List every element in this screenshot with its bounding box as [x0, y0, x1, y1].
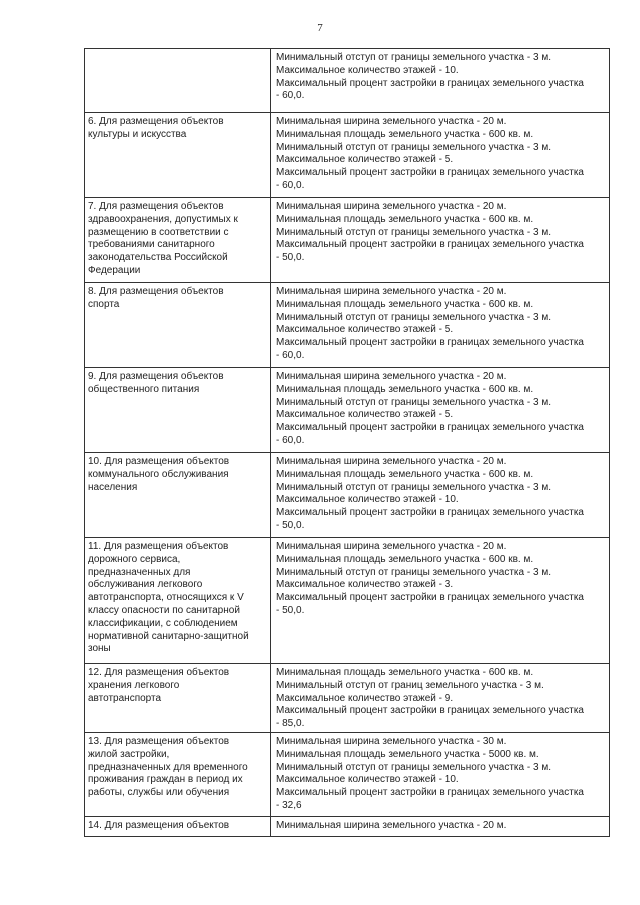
parameter-line: Минимальный отступ от границ земельного участка - 3 м. — [276, 679, 544, 691]
purpose-line: законодательства Российской — [88, 252, 228, 264]
purpose-line: предназначенных для — [88, 566, 191, 578]
parameter-line: Максимальный процент застройки в границах земельного участка — [276, 77, 584, 89]
purpose-cell — [85, 49, 271, 113]
purpose-line: жилой застройки, — [88, 748, 170, 760]
purpose-line: классу опасности по санитарной — [88, 604, 240, 616]
parameter-line: Максимальный процент застройки в границах земельного участка — [276, 337, 584, 349]
parameter-line: - 60,0. — [276, 179, 305, 191]
parameter-line: Максимальный процент застройки в границах земельного участка — [276, 592, 584, 604]
purpose-line: предназначенных для временного — [88, 761, 248, 773]
table-row — [85, 283, 610, 368]
parameter-line: Минимальная площадь земельного участка - 600 кв. м. — [276, 468, 534, 480]
parameter-line: Максимальное количество этажей - 5. — [276, 324, 454, 336]
purpose-line: 9. Для размещения объектов — [88, 371, 224, 382]
parameters-cell — [271, 49, 610, 113]
parameter-line: Максимальный процент застройки в границах земельного участка — [276, 507, 584, 519]
purpose-line: 12. Для размещения объектов — [88, 667, 230, 678]
parameter-line: Минимальная ширина земельного участка - 30 м. — [276, 736, 507, 747]
purpose-line: 14. Для размещения объектов — [88, 820, 230, 831]
parameter-line: - 50,0. — [276, 519, 305, 531]
purpose-cell — [85, 283, 271, 368]
parameter-line: Минимальная ширина земельного участка - 20 м. — [276, 541, 507, 552]
purpose-line: коммунального обслуживания — [88, 468, 229, 480]
purpose-line: классификации, с соблюдением — [88, 617, 238, 629]
parameters-cell — [271, 538, 610, 664]
purpose-line: культуры и искусства — [88, 128, 187, 140]
purpose-line: размещению в соответствии с — [88, 226, 229, 238]
parameters-cell — [271, 198, 610, 283]
purpose-line: требованиями санитарного — [88, 239, 215, 251]
parameter-line: - 60,0. — [276, 349, 305, 361]
purpose-cell — [85, 817, 271, 837]
parameter-line: Минимальная площадь земельного участка - 600 кв. м. — [276, 128, 534, 140]
parameter-line: Минимальная площадь земельного участка - 5000 кв. м. — [276, 748, 539, 760]
purpose-line: 6. Для размещения объектов — [88, 116, 224, 127]
purpose-line: общественного питания — [88, 383, 200, 395]
purpose-line: проживания граждан в период их — [88, 774, 243, 786]
parameter-line: Максимальное количество этажей - 5. — [276, 154, 454, 166]
parameter-line: Максимальный процент застройки в границах земельного участка — [276, 705, 584, 717]
parameter-line: Максимальное количество этажей - 3. — [276, 579, 454, 591]
parameter-line: Максимальное количество этажей - 9. — [276, 692, 454, 704]
parameters-cell — [271, 817, 610, 837]
parameter-line: Минимальный отступ от границы земельного участка - 3 м. — [276, 226, 551, 238]
purpose-line: 8. Для размещения объектов — [88, 286, 224, 297]
parameter-line: Максимальное количество этажей - 5. — [276, 409, 454, 421]
parameter-line: Минимальная ширина земельного участка - 20 м. — [276, 116, 507, 127]
parameter-line: - 32,6 — [276, 799, 302, 811]
purpose-line: 11. Для размещения объектов — [88, 541, 229, 552]
purpose-line: здравоохранения, допустимых к — [88, 213, 238, 225]
table-row — [85, 198, 610, 283]
parameter-line: Минимальная площадь земельного участка - 600 кв. м. — [276, 553, 534, 565]
table-row — [85, 368, 610, 453]
table-row — [85, 817, 610, 837]
parameter-line: Минимальная ширина земельного участка - 20 м. — [276, 201, 507, 212]
parameter-line: - 60,0. — [276, 90, 305, 102]
parameters-cell — [271, 453, 610, 538]
parameter-line: Минимальная площадь земельного участка - 600 кв. м. — [276, 383, 534, 395]
purpose-line: нормативной санитарно-защитной — [88, 630, 249, 642]
parameter-line: - 50,0. — [276, 604, 305, 616]
parameter-line: - 50,0. — [276, 252, 305, 264]
parameter-line: Минимальная площадь земельного участка - 600 кв. м. — [276, 213, 534, 225]
purpose-cell — [85, 664, 271, 733]
parameter-line: Максимальный процент застройки в границах земельного участка — [276, 422, 584, 434]
purpose-cell — [85, 198, 271, 283]
parameter-line: Максимальное количество этажей - 10. — [276, 494, 459, 506]
purpose-line: дорожного сервиса, — [88, 553, 181, 565]
parameters-cell — [271, 113, 610, 198]
zoning-parameters-table — [84, 48, 610, 837]
parameter-line: Максимальное количество этажей - 10. — [276, 774, 459, 786]
parameter-line: Минимальный отступ от границы земельного участка - 3 м. — [276, 396, 551, 408]
parameters-cell — [271, 733, 610, 817]
purpose-cell — [85, 368, 271, 453]
parameter-line: Максимальный процент застройки в границах земельного участка — [276, 167, 584, 179]
parameter-line: Минимальная ширина земельного участка - 20 м. — [276, 286, 507, 297]
purpose-line: 13. Для размещения объектов — [88, 736, 230, 747]
table-row — [85, 49, 610, 113]
table-row — [85, 453, 610, 538]
parameter-line: Минимальная ширина земельного участка - 20 м. — [276, 371, 507, 382]
parameter-line: Минимальный отступ от границы земельного участка - 3 м. — [276, 52, 551, 63]
purpose-line: автотранспорта — [88, 692, 162, 704]
purpose-line: хранения легкового — [88, 679, 180, 691]
purpose-line: 10. Для размещения объектов — [88, 456, 230, 467]
parameter-line: Минимальная площадь земельного участка - 600 кв. м. — [276, 298, 534, 310]
parameter-line: Минимальный отступ от границы земельного участка - 3 м. — [276, 141, 551, 153]
parameter-line: - 60,0. — [276, 434, 305, 446]
purpose-line: зоны — [88, 643, 111, 655]
parameter-line: Минимальная ширина земельного участка - 20 м. — [276, 456, 507, 467]
parameter-line: Минимальный отступ от границы земельного участка - 3 м. — [276, 311, 551, 323]
purpose-line: 7. Для размещения объектов — [88, 201, 224, 212]
purpose-line: спорта — [88, 298, 120, 310]
parameter-line: Минимальный отступ от границы земельного участка - 3 м. — [276, 566, 551, 578]
purpose-line: Федерации — [88, 264, 141, 276]
purpose-cell — [85, 453, 271, 538]
table-body — [85, 49, 610, 837]
parameter-line: Максимальный процент застройки в границах земельного участка — [276, 239, 584, 251]
parameters-cell — [271, 368, 610, 453]
parameter-line: Максимальный процент застройки в границах земельного участка — [276, 787, 584, 799]
purpose-cell — [85, 113, 271, 198]
purpose-line: работы, службы или обучения — [88, 787, 230, 799]
parameter-line: - 85,0. — [276, 718, 305, 730]
parameter-line: Минимальная ширина земельного участка - 20 м. — [276, 820, 507, 831]
table-row — [85, 733, 610, 817]
purpose-cell — [85, 733, 271, 817]
parameter-line: Минимальная площадь земельного участка - 600 кв. м. — [276, 667, 534, 678]
table-row — [85, 664, 610, 733]
table-row — [85, 113, 610, 198]
parameters-cell — [271, 283, 610, 368]
parameter-line: Минимальный отступ от границы земельного участка - 3 м. — [276, 761, 551, 773]
purpose-line: населения — [88, 481, 138, 493]
parameters-cell — [271, 664, 610, 733]
purpose-line: обслуживания легкового — [88, 579, 203, 591]
purpose-cell — [85, 538, 271, 664]
parameter-line: Минимальный отступ от границы земельного участка - 3 м. — [276, 481, 551, 493]
parameter-line: Максимальное количество этажей - 10. — [276, 64, 459, 76]
table-row — [85, 538, 610, 664]
purpose-line: автотранспорта, относящихся к V — [88, 592, 244, 604]
page-number: 7 — [317, 22, 323, 34]
